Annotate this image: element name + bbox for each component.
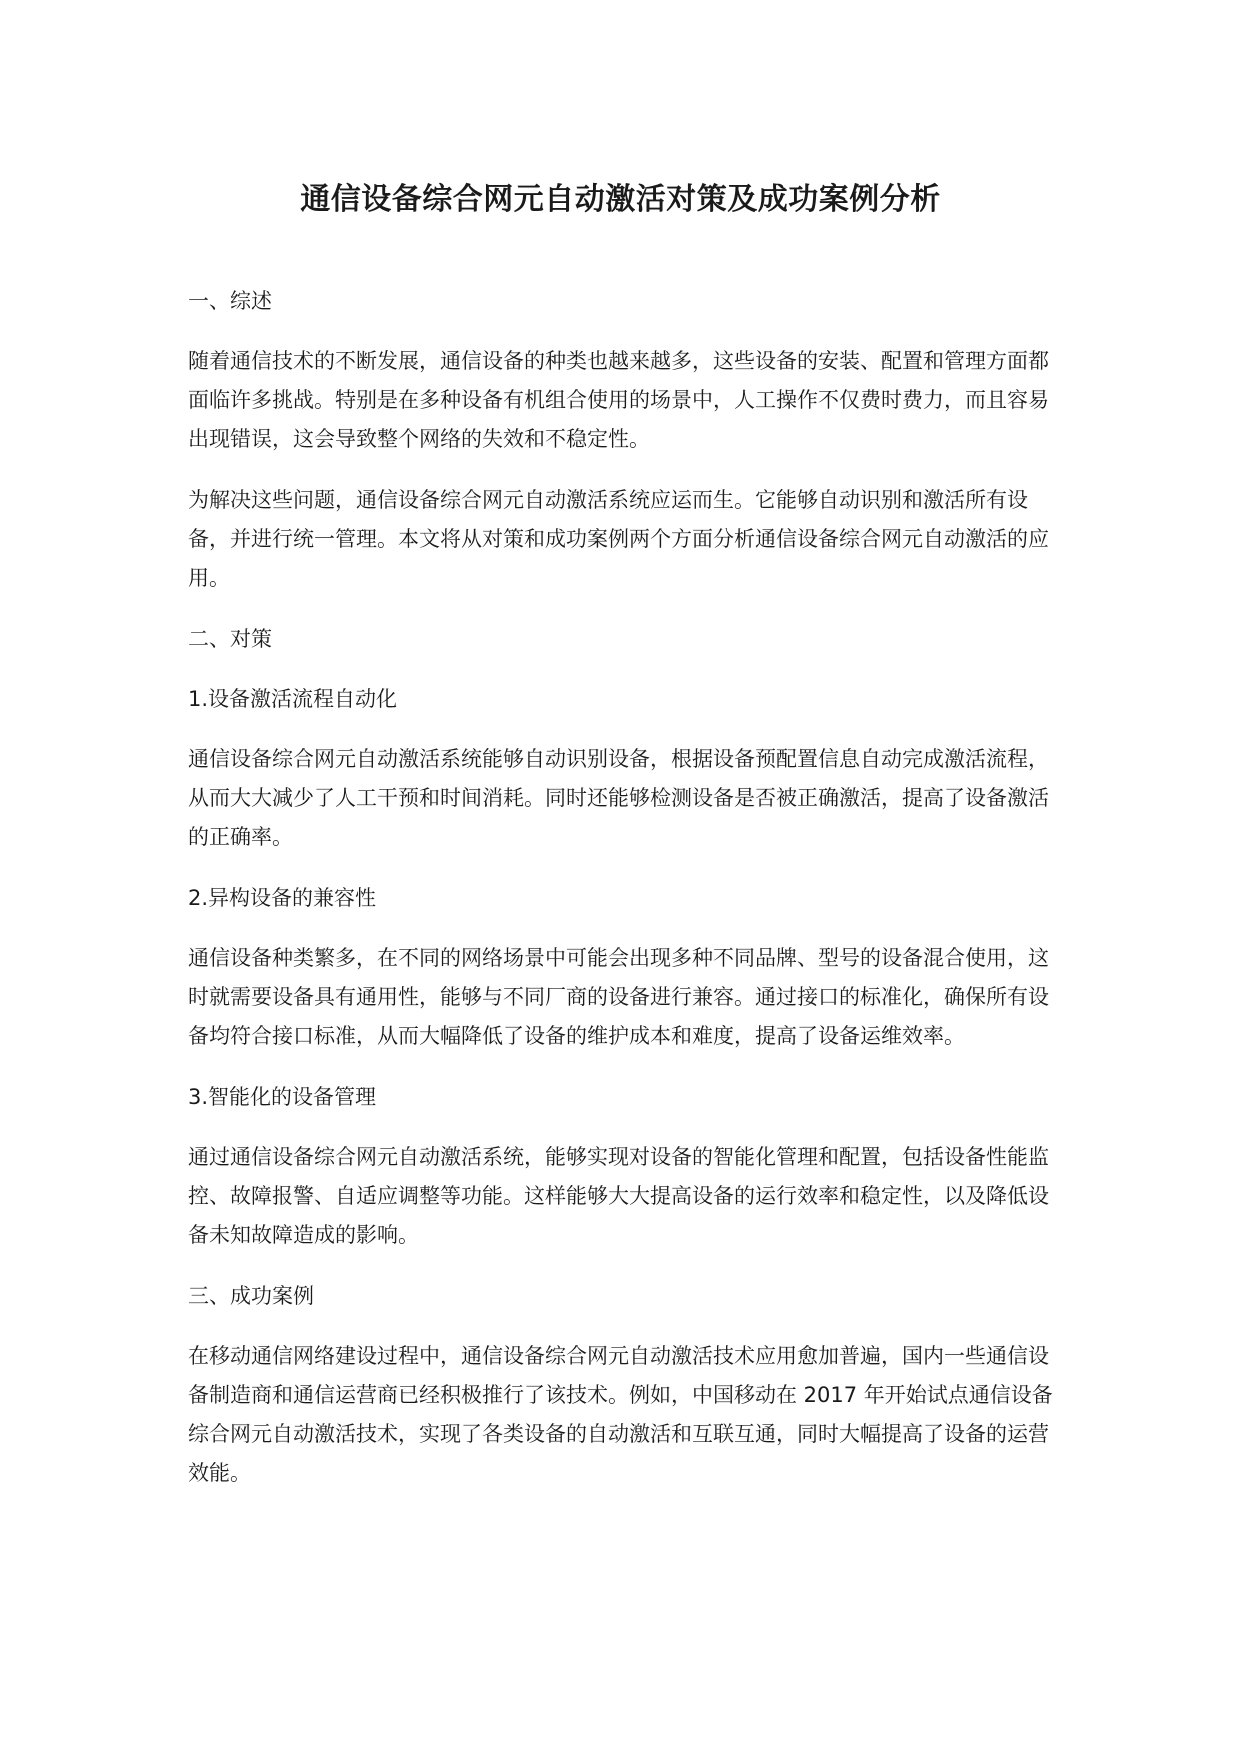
paragraph-success-cases: 在移动通信网络建设过程中，通信设备综合网元自动激活技术应用愈加普遍，国内一些通信设备制造商和通信运营商已经积极推行了该技术。例如，中国移动在 2017 年开始试点通信设备综合网元自动激活技术，实现了各类设备的自动激活和互联互通，同时大幅提高了设备的运营效能。 bbox=[188, 1344, 1053, 1485]
paragraph-compatibility: 通信设备种类繁多，在不同的网络场景中可能会出现多种不同品牌、型号的设备混合使用，这时就需要设备具有通用性，能够与不同厂商的设备进行兼容。通过接口的标准化，确保所有设备均符合接口标准，从而大幅降低了设备的维护成本和难度，提高了设备运维效率。 bbox=[188, 946, 1049, 1048]
subheading-compatibility: 2.异构设备的兼容性 bbox=[188, 886, 377, 910]
paragraph-overview-2: 为解决这些问题，通信设备综合网元自动激活系统应运而生。它能够自动识别和激活所有设备，并进行统一管理。本文将从对策和成功案例两个方面分析通信设备综合网元自动激活的应用。 bbox=[188, 488, 1049, 590]
section-heading-overview: 一、综述 bbox=[188, 289, 272, 313]
document-body bbox=[188, 282, 1068, 1493]
paragraph-overview-1: 随着通信技术的不断发展，通信设备的种类也越来越多，这些设备的安装、配置和管理方面都面临许多挑战。特别是在多种设备有机组合使用的场景中，人工操作不仅费时费力，而且容易出现错误，这会导致整个网络的失效和不稳定性。 bbox=[188, 349, 1049, 451]
subheading-intelligent-management: 3.智能化的设备管理 bbox=[188, 1085, 377, 1109]
paragraph-activation-automation: 通信设备综合网元自动激活系统能够自动识别设备，根据设备预配置信息自动完成激活流程，从而大大减少了人工干预和时间消耗。同时还能够检测设备是否被正确激活，提高了设备激活的正确率。 bbox=[188, 747, 1049, 849]
section-heading-success-cases: 三、成功案例 bbox=[188, 1284, 314, 1308]
paragraph-intelligent-management: 通过通信设备综合网元自动激活系统，能够实现对设备的智能化管理和配置，包括设备性能监控、故障报警、自适应调整等功能。这样能够大大提高设备的运行效率和稳定性，以及降低设备未知故障造成的影响。 bbox=[188, 1145, 1049, 1247]
document-title: 通信设备综合网元自动激活对策及成功案例分析 bbox=[300, 182, 941, 217]
subheading-activation-automation: 1.设备激活流程自动化 bbox=[188, 687, 398, 711]
section-heading-strategies: 二、对策 bbox=[188, 627, 272, 651]
